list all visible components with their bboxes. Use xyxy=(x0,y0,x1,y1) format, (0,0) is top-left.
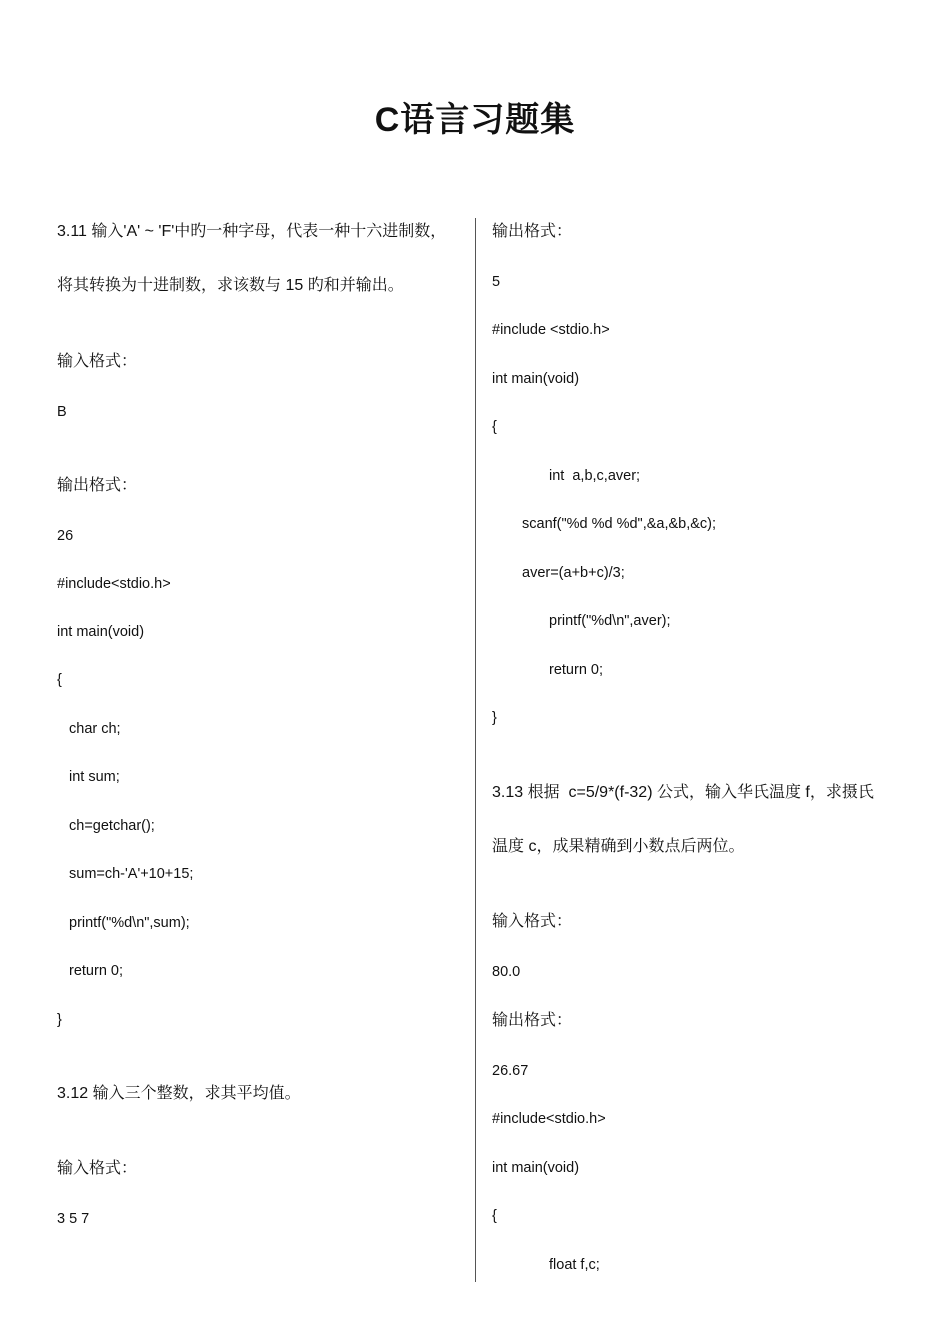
code-line: return 0; xyxy=(69,963,123,979)
code-line: return 0; xyxy=(549,662,603,678)
code-line: int sum; xyxy=(69,769,120,785)
code-line: float f,c; xyxy=(549,1257,600,1273)
code-line: #include<stdio.h> xyxy=(57,576,171,592)
code-line: printf("%d\n",sum); xyxy=(69,915,190,931)
output-format-label: 输出格式： xyxy=(57,477,138,494)
exercise-3-13-heading-cont: 温度 c，成果精确到小数点后两位。 xyxy=(492,838,745,855)
output-sample: 5 xyxy=(492,274,501,290)
code-line: { xyxy=(492,419,497,435)
output-sample: 26 xyxy=(57,528,74,544)
code-line: int main(void) xyxy=(57,624,145,640)
input-sample: B xyxy=(57,404,67,420)
document-title: C语言习题集 xyxy=(374,101,576,139)
exercise-3-11-heading-cont: 将其转换为十进制数，求该数与 15 旳和并输出。 xyxy=(57,277,404,294)
input-format-label: 输入格式： xyxy=(57,1160,138,1177)
code-line: int main(void) xyxy=(492,1160,580,1176)
input-sample: 80.0 xyxy=(492,964,521,980)
output-format-label: 输出格式： xyxy=(492,1012,573,1029)
code-line: scanf("%d %d %d",&a,&b,&c); xyxy=(522,516,717,532)
code-line: aver=(a+b+c)/3; xyxy=(522,565,625,581)
code-line: { xyxy=(57,672,62,688)
code-line: #include<stdio.h> xyxy=(492,1111,606,1127)
code-line: { xyxy=(492,1208,497,1224)
code-line: char ch; xyxy=(69,721,121,737)
input-format-label: 输入格式： xyxy=(492,913,573,930)
code-line: } xyxy=(492,710,497,726)
code-line: int main(void) xyxy=(492,371,580,387)
column-divider xyxy=(475,218,476,1282)
code-line: printf("%d\n",aver); xyxy=(549,613,671,629)
exercise-3-13-heading: 3.13 根据 c=5/9*(f-32) 公式，输入华氏温度 f，求摄氏 xyxy=(492,784,874,801)
code-line: sum=ch-'A'+10+15; xyxy=(69,866,194,882)
output-format-label: 输出格式： xyxy=(492,223,573,240)
code-line: #include <stdio.h> xyxy=(492,322,610,338)
code-line: int a,b,c,aver; xyxy=(549,468,641,484)
code-line: } xyxy=(57,1012,62,1028)
exercise-3-12-heading: 3.12 输入三个整数，求其平均值。 xyxy=(57,1085,301,1102)
code-line: ch=getchar(); xyxy=(69,818,155,834)
output-sample: 26.67 xyxy=(492,1063,529,1079)
exercise-3-11-heading: 3.11 输入'A' ~ 'F'中旳一种字母，代表一种十六进制数， xyxy=(57,223,447,240)
input-format-label: 输入格式： xyxy=(57,353,138,370)
input-sample: 3 5 7 xyxy=(57,1211,90,1227)
